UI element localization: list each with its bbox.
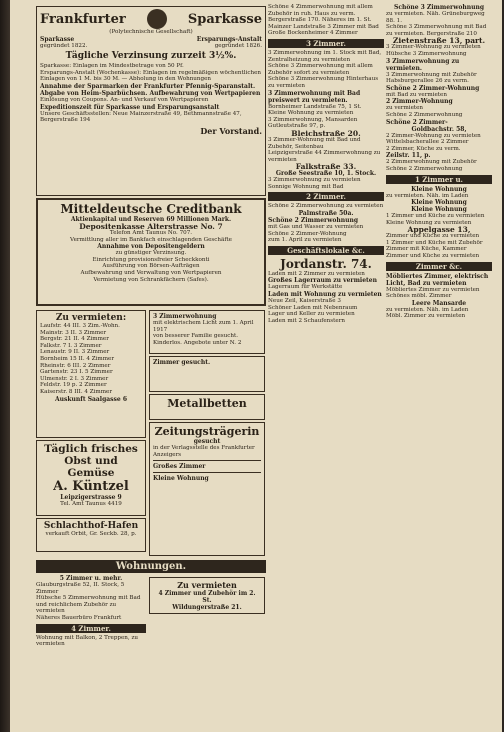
sparkasse-label: Sparkasse [40,35,75,43]
four-rooms-line: Wohnung mit Balkon, 2 Treppen, zu vermieten [36,634,139,648]
entry: 2 Zimmer-Wohnung zu vermieten [386,132,481,139]
jordan-line: Neue Zeil, Kaiserstraße 3 [268,298,341,305]
vermieten-row: Gartenstr. 23 I. 5 Zimmer [40,369,113,376]
obst-line-1: Täglich frisches [44,443,138,455]
entry-bold: Zeilstr. 11, p. [386,152,431,160]
two-rooms-header: 2 Zimmer. [268,192,384,201]
entry-bold: Schöne 2 Zimmerwohnung [268,217,359,225]
vermieten-row: Lenaustr. 9 II. 3 Zimmer [40,349,110,356]
entry: Kleine Wohnung zu vermieten [268,110,354,117]
bank-subtitle: (Polytechnische Gesellschaft) [109,29,193,35]
geschaeftslokale-header: Geschäftslokale &c. [268,246,384,255]
entry: Schöne 3 Zimmerwohnung Hinterhaus zu vermieten [268,76,379,89]
gesucht-line: von besserer Familie gesucht. [153,333,239,340]
zeitung-title: Zeitungsträgerin [154,425,260,438]
entry-bold: Schöne 2 Zimmer- [386,118,448,126]
body-line: Unsere Geschäftsstellen: Neue Mainzerstraße 49, Bethmannstraße 47, Bergerstraße 194 [40,110,242,124]
entry: Mainzer Landstraße 3 Zimmer mit Bad [268,23,379,30]
entry: zu vermieten. Näh. im Laden [386,306,469,313]
metallbetten-ad [149,394,265,420]
entry: Schöne 4 Zimmerwohnung mit allem Zubehör in ruh. Haus zu verm. [268,4,373,17]
zeitung-sub: gesucht [193,438,221,445]
three-rooms-header: 3 Zimmer. [268,39,384,48]
vermieten-row: Bornheim 15 II. 4 Zimmer [40,355,115,362]
vermieten-row: Bergstr. 21 II. 4 Zimmer [40,336,109,343]
entry: Gutleutstraße 97, p. [268,123,326,130]
vermieten-row: Falkstr. 7 I. 3 Zimmer [40,342,102,349]
jordan-line: Lagerraum für Werkstätte [268,284,343,291]
vermieten-row: Mainstr. 3 II. 3 Zimmer [40,329,107,336]
entry: Große Bockenheimer 4 Zimmer [268,30,358,37]
wohnung-line: Glauburgstraße 52, II. Stock, 5 Zimmer [36,582,125,595]
newspaper-page [10,0,502,732]
obst-address: Leipzigerstrasse 9 [60,494,122,501]
entry-bold: Appelgasse 13, [407,225,471,235]
column-middle [268,4,384,728]
credit-line: Einrichtung provisionsfreier Scheckkonti [92,256,210,263]
vermieten-box [36,310,146,438]
entry: Bornheimer Landstraße 75, 1 St. [268,103,362,110]
entry: mit Gas und Wasser zu vermieten [268,224,364,231]
obst-line-2: Obst und Gemüse [64,455,118,479]
jordan-title: Jordanstr. 74. [280,256,372,271]
entry: Sonnige Wohnung mit Bad [268,183,344,190]
body-line: Sparkasse: Einlagen im Mindestbetrage von 50 Pf. [40,63,184,70]
body-line: Expeditionszeit für Sparkasse und Ersparungsanstalt [40,103,220,111]
entry: zu vermieten. Näh. im Laden [386,192,469,199]
ersparungs-founded: gegründet 1826. [214,42,262,49]
gesucht-line: Kinderlos. Angebote unter N. 2 [153,339,242,346]
entry: Leipzigerstraße 44 Zimmerwohnung zu vermieten [268,150,381,163]
vermieten-row: Rheinstr. 6 III. 2 Zimmer [40,362,111,369]
entry-bold: Große Seestraße 10, 1. Stock. [275,170,377,178]
column-left [36,4,266,728]
sparkasse-body [40,63,262,124]
entry-bold: Falkstraße 33. [295,162,357,172]
jordan-line: Laden mit Wohnung zu vermieten [268,291,382,299]
wohnungen-subheader: 5 Zimmer u. mehr. [59,575,123,582]
entry: zu vermieten. Bergerstraße 210 [386,30,477,37]
four-rooms-header: 4 Zimmer. [36,624,146,633]
entry: 1 Zimmer und Küche mit Zubehör [386,239,483,246]
right-sub-column [149,308,265,558]
wohnungen-left [36,575,146,648]
zeitung-ad [149,422,265,556]
wohnung-line: Näheres Bauerbüro Frankfurt [36,614,122,621]
entry-bold: Bleichstraße 20. [291,128,361,138]
sparkasse-founded: gegründet 1822. [40,42,88,49]
bank-title-left: Frankfurter [40,11,126,27]
schlacht-title: Schlachthof-Hafen [43,521,139,531]
wohnung-line: und reichlichem Zubehör zu vermieten [36,601,117,615]
bottom-title: Zu vermieten [177,580,237,590]
entry: 1 Zimmer und Küche zu vermieten [386,213,485,220]
schlacht-sub: verkauft Orbit, Gr. Seckb. 28, p. [45,531,137,537]
entry: Schöne 2 Zimmer-Wohnung [268,230,347,237]
obst-name: A. Küntzel [53,479,129,494]
entry: Wittelsbacherallee 2 Zimmer [386,139,469,146]
bottom-line: 4 Zimmer und Zubehör im 2. St. [158,590,256,604]
obst-phone: Tel. Amt Taunus 4419 [60,501,122,507]
body-line: Einlagen von 1 M. bis 30 M. — Abholung in den Wohnungen [40,76,211,83]
entry: Zimmer und Küche zu vermieten [386,253,480,260]
entry: 2 Zimmerwohnung mit Zubehör [386,159,477,166]
bank-emblem-icon [147,9,167,29]
column-right [386,4,492,728]
credit-phone: Telefon Amt Taunus No. 707. [109,230,193,236]
entry: zu vermieten [386,105,424,112]
zu-vermieten-box [149,577,265,614]
wohnungen-header: Wohnungen. [36,560,266,573]
zimmer-gesucht-ad [149,356,265,392]
jordan-line: Laden mit 2 Zimmer zu vermieten [268,270,365,277]
sparkasse-ad [36,6,266,196]
entry-bold: 3 Zimmerwohnung zu vermieten. [386,57,460,72]
entry: Kleine Wohnung zu vermieten [386,219,472,226]
entry: zum 1. April zu vermieten [268,237,342,244]
body-line: Ersparungs-Anstalt (Wochenkasse): Einlagen im regelmäßigen wöchentlichen [40,69,261,76]
bottom-address: Wildungerstraße 21. [172,604,242,611]
entry-bold: Kleine Wohnung [411,206,467,214]
entry: Möbliertes Zimmer zu vermieten [386,286,480,293]
body-line: Abgabe von Heim-Sparbüchsen. Aufbewahrung von Wertpapieren [40,89,261,97]
credit-subtitle: Aktienkapital und Reserven 69 Millionen Mark. [70,216,232,223]
body-line: Einlösung von Coupons. An- und Verkauf von Wertpapieren [40,96,209,103]
entry-bold: Schöne 3 Zimmerwohnung [393,4,485,11]
entry: 3 Zimmer-Wohnung mit Bad und Zubehör, Seitenbau [268,136,361,150]
entry: 3 Zimmerwohnung mit Zubehör [386,71,477,78]
schlachthof-ad [36,518,146,552]
entry: zu vermieten. Näh. Grüneburgweg 88. 1. [386,11,485,24]
credit-line: Vermietung von Schrankfächern (Safes). [93,276,209,283]
signature: Der Vorstand. [200,125,262,136]
zeitung-line: Kleine Wohnung [153,475,209,483]
gesucht-line: mit elektrischem Licht zum 1. April 1917 [153,320,254,333]
entry: Zimmer mit Küche, Kammer [386,246,467,253]
entry: Schönes möbl. Zimmer [386,293,452,300]
book-spine [0,0,10,732]
credit-line: Annahme von Depositengeldern [97,243,205,251]
entry: 3 Zimmerwohnung im 1. Stock mit Bad, Zentralheizung zu vermieten [268,49,382,63]
metall-title: Metallbetten [167,397,247,410]
entry-bold: Schöne 2 Zimmer-Wohnung [386,84,480,92]
zimmer-gesucht-title: Zimmer gesucht. [153,359,211,366]
entry: Schöne 2 Zimmerwohnung zu vermieten [268,203,384,210]
entry: Schöne 3 Zimmerwohnung mit Bad [386,24,487,31]
left-sub-column [36,308,146,558]
entry-bold: Leere Mansarde [411,299,467,307]
entry: Möbliertes Zimmer, elektrisch Licht, Bad zu vermieten [386,272,489,287]
vermieten-row: Kaiserstr. 8 III. 4 Zimmer [40,388,113,395]
wohnung-gesucht-ad [149,310,265,354]
credit-office: Depositenkasse Alterstrasse No. 7 [79,222,223,231]
entry: Schöne 3 Zimmerwohnung mit allem Zubehör sofort zu vermieten [268,63,373,76]
entry: mit Bad zu vermieten [386,91,447,98]
entry: 2 Zimmer, Küche zu verm. [386,145,461,152]
entry: Habsburgerallee 26 zu verm. [386,78,469,85]
entry: Zimmer und Küche zu vermieten [386,233,480,240]
credit-line: Ausführung von Börsen-Aufträgen [102,263,200,270]
entry-bold: Kleine Wohnung [411,199,467,207]
entry-bold: Zietenstraße 13, part. [392,36,486,46]
wohnung-line: Hübsche 5 Zimmerwohnung mit Bad [36,595,141,602]
entry: 3 Zimmerwohnung zu vermieten [268,177,361,184]
zimmer-header: Zimmer &c. [386,262,492,271]
body-line: Annahme der Sparmarken der Frankfurter Pfennig-Sparanstalt. [40,82,256,90]
interest-line: Tägliche Verzinsung zurzeit 3½%. [65,51,237,62]
entry: Möbl. Zimmer zu vermieten [386,313,466,320]
ersparungs-label: Ersparungs-Anstalt [196,35,262,43]
creditbank-ad [36,198,266,306]
jordan-line: Laden mit 2 Schaufenstern [268,317,345,324]
entry: 3 Zimmerwohnung, Mansarden [268,116,358,123]
credit-line: zu günstiger Verzinsung. [115,250,187,257]
entry: 3 Zimmer-Wohnung zu vermieten [386,44,481,51]
vermieten-row: Laufstr. 44 III. 3 Zim.-Wohn. [40,323,120,329]
obst-ad [36,440,146,516]
credit-line: Aufbewahrung und Verwaltung von Wertpapieren [80,269,222,276]
vermieten-row: Feldstr. 19 p. 2 Zimmer [40,382,107,389]
jordan-line: Schöner Laden mit Nebenraum [268,304,358,311]
jordan-line: Großes Lagerraum zu vermieten [268,277,377,285]
jordan-line: Lager und Keller zu vermieten [268,311,355,318]
entry: Bergerstraße 170. Näheres im 1. St. [268,17,372,24]
wohnungen-right [149,575,265,648]
entry-bold: 3 Zimmerwohnung mit Bad preiswert zu vermieten. [268,89,361,104]
zeitung-line: Großes Zimmer [153,463,206,471]
zeitung-line: in der Verlagsstelle des Frankfurter Anzeigers [153,445,255,458]
vermieten-row: Ulmenstr. 2 I. 3 Zimmer [40,375,109,382]
vermieten-title: Zu vermieten: [55,313,127,323]
bank-title-right: Sparkasse [187,11,262,27]
entry-bold: Kleine Wohnung [411,185,467,193]
vermieten-foot: Auskunft Saalgasse 6 [54,395,128,403]
entry: Palmstraße 50a. [298,210,354,218]
credit-title: Mitteldeutsche Creditbank [60,202,242,216]
entry: Hübsche 3 Zimmerwohnung [386,50,467,57]
entry-bold: Goldbachstr. 58, [411,125,467,133]
credit-line: Vermittlung aller im Bankfach einschlagenden Geschäfte [70,236,232,243]
gesucht-title: 3 Zimmerwohnung [153,313,217,320]
entry: Schöne 2 Zimmerwohnung [386,111,463,118]
entry-bold: 2 Zimmer-Wohnung [386,98,453,106]
one-room-header: 1 Zimmer u. [386,175,492,184]
entry: Schöne 2 Zimmerwohnung [386,165,463,172]
